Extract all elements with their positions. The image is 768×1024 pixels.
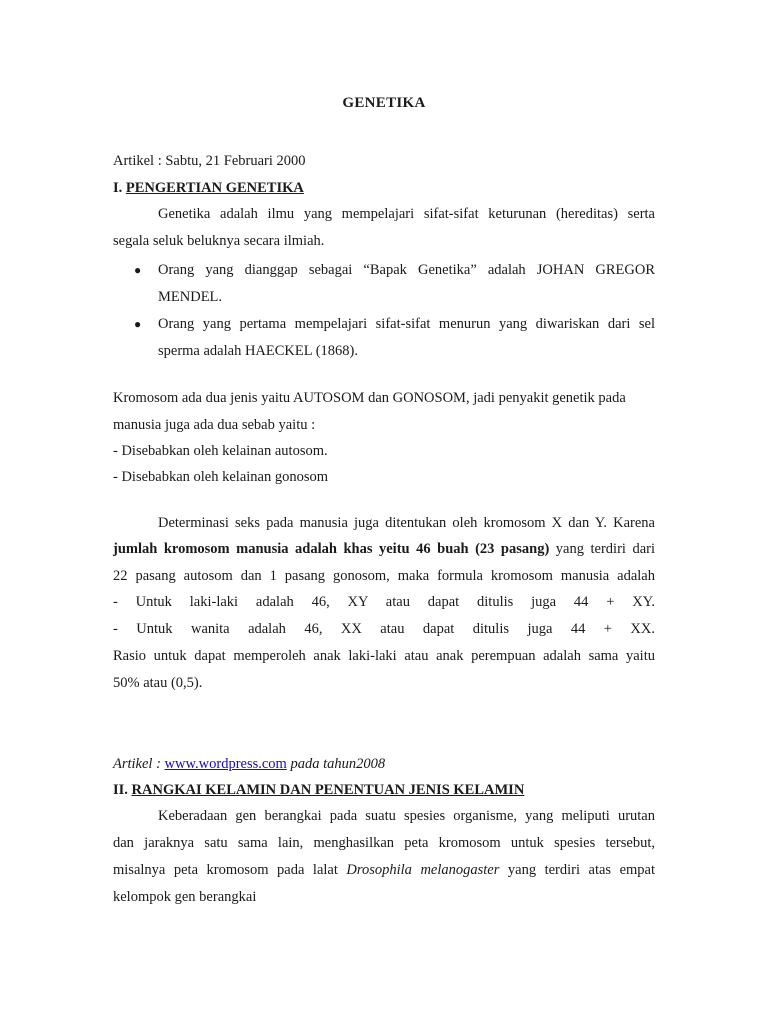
paragraph-4-line-3: [113, 861, 655, 879]
article-source-suffix: pada tahun2008: [286, 756, 386, 772]
bullet-2-line-1: Orang yang pertama mempelajari sifat-sifat menurun yang diwariskan dari sel: [158, 316, 655, 332]
section-number-2: II.: [113, 782, 132, 798]
paragraph-3-line-6: Rasio untuk dapat memperoleh anak laki-laki atau anak perempuan adalah sama yaitu: [113, 648, 655, 664]
bullet-1-line-1: Orang yang dianggap sebagai “Bapak Genetika” adalah JOHAN GREGOR: [158, 262, 655, 278]
paragraph-4-line-1: Keberadaan gen berangkai pada suatu spesies organisme, yang meliputi urutan: [158, 808, 655, 824]
paragraph-3-line-7: 50% atau (0,5).: [113, 675, 203, 691]
species-name: Drosophila melanogaster: [346, 862, 500, 878]
section-heading-2: [113, 781, 524, 799]
bold-statement: jumlah kromosom manusia adalah khas yeitu 46 buah (23 pasang): [113, 541, 550, 557]
paragraph-2-line-3: - Disebabkan oleh kelainan autosom.: [113, 443, 328, 459]
paragraph-3-line-2: [113, 540, 655, 558]
bullet-1-line-2: MENDEL.: [158, 289, 223, 305]
paragraph-3-line-1: Determinasi seks pada manusia juga ditentukan oleh kromosom X dan Y. Karena: [158, 515, 655, 531]
paragraph-3-line-2-rest: yang terdiri dari: [549, 541, 655, 557]
section-heading-1: [113, 179, 304, 197]
paragraph-4-line-3-a: misalnya peta kromosom pada lalat: [113, 862, 347, 878]
bullet-icon: ●: [134, 317, 142, 331]
section-number-1: I.: [113, 180, 126, 196]
wordpress-link[interactable]: www.wordpress.com: [164, 756, 287, 772]
section-title-2: RANGKAI KELAMIN DAN PENENTUAN JENIS KELAMIN: [131, 782, 525, 798]
paragraph-1-line-2: segala seluk beluknya secara ilmiah.: [113, 233, 325, 249]
bullet-2-line-2: sperma adalah HAECKEL (1868).: [158, 343, 358, 359]
paragraph-2-line-1: Kromosom ada dua jenis yaitu AUTOSOM dan GONOSOM, jadi penyakit genetik pada: [113, 390, 626, 406]
article-date-line: Artikel : Sabtu, 21 Februari 2000: [113, 153, 306, 169]
document-title: GENETIKA: [342, 95, 426, 111]
section-title-1: PENGERTIAN GENETIKA: [125, 180, 304, 196]
paragraph-3-line-4: - Untuk laki-laki adalah 46, XY atau dapat ditulis juga 44 + XY.: [113, 594, 655, 610]
paragraph-3-line-3: 22 pasang autosom dan 1 pasang gonosom, maka formula kromosom manusia adalah: [113, 568, 655, 584]
article-source-prefix: Artikel :: [113, 756, 165, 772]
paragraph-2-line-2: manusia juga ada dua sebab yaitu :: [113, 417, 316, 433]
paragraph-4-line-3-b: yang terdiri atas empat: [499, 862, 656, 878]
paragraph-2-line-4: - Disebabkan oleh kelainan gonosom: [113, 469, 329, 485]
paragraph-3-line-5: - Untuk wanita adalah 46, XX atau dapat ditulis juga 44 + XX.: [113, 621, 655, 637]
article-source-line: [113, 755, 385, 773]
paragraph-4-line-2: dan jaraknya satu sama lain, menghasilkan peta kromosom untuk spesies tersebut,: [113, 835, 655, 851]
paragraph-4-line-4: kelompok gen berangkai: [113, 889, 257, 905]
bullet-icon: ●: [134, 263, 142, 277]
paragraph-1-line-1: Genetika adalah ilmu yang mempelajari sifat-sifat keturunan (hereditas) serta: [158, 206, 655, 222]
